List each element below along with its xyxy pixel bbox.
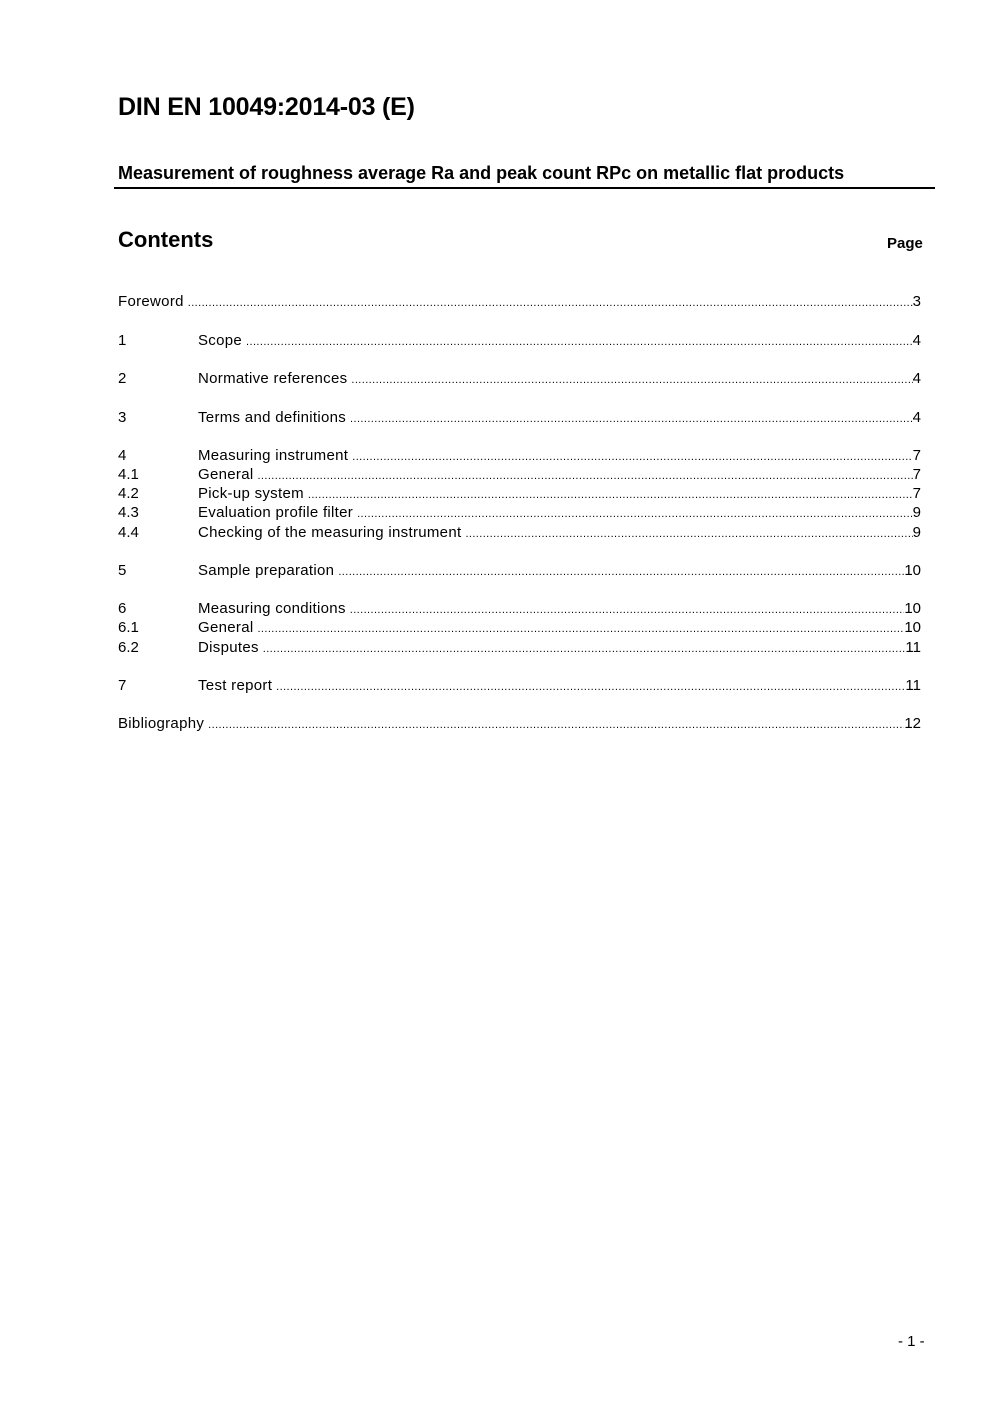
toc-entry-normative-references[interactable] <box>118 369 921 388</box>
toc-entry-label: Sample preparation <box>198 562 335 579</box>
title-underline-rule <box>114 187 935 189</box>
toc-dot-leader <box>465 525 912 544</box>
document-title: Measurement of roughness average Ra and peak count RPc on metallic flat products <box>118 163 845 183</box>
toc-entry-label: Measuring instrument <box>198 447 349 464</box>
toc-entry-label: General <box>198 466 254 483</box>
toc-entry-page: 4 <box>912 332 921 349</box>
toc-entry-number: 4.4 <box>118 524 139 541</box>
toc-entry-page: 3 <box>912 293 921 310</box>
toc-entry-number: 6.2 <box>118 639 139 656</box>
toc-entry-page: 4 <box>912 409 921 426</box>
toc-entry-page: 4 <box>912 370 921 387</box>
toc-dot-leader <box>263 640 906 659</box>
toc-entry-label: Bibliography <box>118 715 205 732</box>
toc-entry-page: 9 <box>912 524 921 541</box>
toc-dot-leader <box>276 678 905 697</box>
toc-entry-page: 10 <box>904 600 921 617</box>
toc-entry-label: Normative references <box>198 370 348 387</box>
toc-entry-page: 12 <box>904 715 921 732</box>
toc-entry-measuring-conditions[interactable] <box>118 599 921 618</box>
toc-entry-checking-of-measuring-instrument[interactable] <box>118 523 921 542</box>
toc-dot-leader <box>188 294 913 313</box>
toc-entry-label: Pick-up system <box>198 485 304 502</box>
toc-entry-sample-preparation[interactable] <box>118 561 921 580</box>
toc-entry-label: Test report <box>198 677 273 694</box>
toc-entry-page: 11 <box>905 639 921 656</box>
toc-entry-label: Scope <box>198 332 243 349</box>
toc-entry-number: 4.1 <box>118 466 139 483</box>
toc-dot-leader <box>351 371 912 390</box>
toc-entry-number: 6.1 <box>118 619 139 636</box>
toc-entry-page: 9 <box>912 504 921 521</box>
toc-entry-evaluation-profile-filter[interactable] <box>118 503 921 522</box>
toc-entry-label: Measuring conditions <box>198 600 346 617</box>
toc-entry-terms-and-definitions[interactable] <box>118 408 921 427</box>
toc-entry-general-4-1[interactable] <box>118 465 921 484</box>
toc-entry-pick-up-system[interactable] <box>118 484 921 503</box>
document-identifier: DIN EN 10049:2014-03 (E) <box>118 93 415 121</box>
toc-entry-measuring-instrument[interactable] <box>118 446 921 465</box>
toc-dot-leader <box>357 505 913 524</box>
toc-entry-disputes[interactable] <box>118 638 921 657</box>
toc-entry-number: 4.3 <box>118 504 139 521</box>
toc-entry-page: 7 <box>912 466 921 483</box>
toc-entry-number: 5 <box>118 562 127 579</box>
toc-dot-leader <box>350 410 913 429</box>
toc-entry-label: General <box>198 619 254 636</box>
toc-entry-page: 10 <box>904 619 921 636</box>
page-column-heading: Page <box>887 235 923 252</box>
toc-entry-number: 4.2 <box>118 485 139 502</box>
toc-dot-leader <box>208 716 904 735</box>
toc-entry-page: 7 <box>912 485 921 502</box>
toc-entry-page: 7 <box>912 447 921 464</box>
toc-entry-label: Evaluation profile filter <box>198 504 354 521</box>
toc-entry-number: 3 <box>118 409 127 426</box>
toc-entry-number: 4 <box>118 447 127 464</box>
toc-entry-label: Checking of the measuring instrument <box>198 524 462 541</box>
toc-entry-page: 10 <box>904 562 921 579</box>
toc-dot-leader <box>246 333 913 352</box>
toc-entry-general-6-1[interactable] <box>118 618 921 637</box>
toc-entry-test-report[interactable] <box>118 676 921 695</box>
toc-entry-foreword[interactable] <box>118 292 921 311</box>
toc-entry-number: 2 <box>118 370 127 387</box>
toc-dot-leader <box>257 620 904 639</box>
footer-page-number: - 1 - <box>898 1333 925 1350</box>
toc-entry-label: Foreword <box>118 293 184 310</box>
toc-entry-page: 11 <box>905 677 921 694</box>
toc-entry-label: Disputes <box>198 639 259 656</box>
toc-entry-number: 1 <box>118 332 127 349</box>
toc-entry-scope[interactable] <box>118 331 921 350</box>
toc-entry-number: 7 <box>118 677 127 694</box>
toc-entry-label: Terms and definitions <box>198 409 347 426</box>
toc-entry-bibliography[interactable] <box>118 714 921 733</box>
toc-dot-leader <box>338 563 904 582</box>
toc-entry-number: 6 <box>118 600 127 617</box>
contents-heading: Contents <box>118 227 214 252</box>
